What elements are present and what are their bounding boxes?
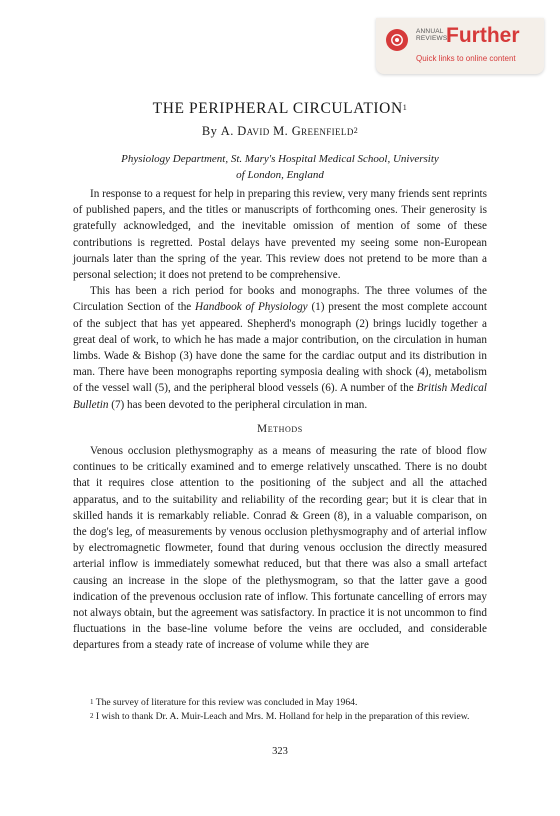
article-author (0, 124, 560, 139)
intro-p2-text-a: This has been a rich period for books and monographs. The three volumes of the Circulation Section of the (73, 285, 487, 314)
intro-p2-text-c: (7) has been devoted to the peripheral circulation in man. (108, 398, 368, 411)
bulletin-title: British Medical Bulletin (73, 382, 487, 411)
footnote-2-mark: 2 (90, 712, 94, 720)
methods-paragraph-1: Venous occlusion plethysmography as a means of measuring the rate of blood flow continues to be critically examined and to emerge relatively unscathed. There is no doubt that it requires close attention to the positioning of the subject and all the attached apparatus, and to the suitability and reliability of the recording gear; but it is clear that in skilled hands it is remarkably reliable. Conrad & Green (8), in a valuable comparison, on the dog's leg, of measurements by venous occlusion plethysmography and of arterial inflow by electromagnetic flowmeter, found that during venous occlusion the directly measured arterial inflow is immediately somewhat reduced, but that there was also a small artefact causing an increase in the slope of the plethysmogram, so that the latter gave a good indication of the prevenous occlusion rate of inflow. This fortunate cancelling of errors may not always obtain, but the agreement was satisfactory. In practice it is not uncommon to find fluctuations in the base-line volume before the veins are occluded, and considerable departures from a steady rate of increase of volume while they are (73, 445, 487, 652)
footnote-1 (73, 696, 487, 710)
affiliation-line-2: of London, England (236, 169, 324, 181)
author-affiliation (0, 151, 560, 183)
badge-further-label[interactable]: Further (446, 24, 520, 47)
footnote-1-mark: 1 (90, 698, 94, 706)
annual-reviews-logo-icon (386, 29, 408, 51)
article-title-text: THE PERIPHERAL CIRCULATION (152, 100, 403, 117)
title-footnote-mark: 1 (402, 103, 408, 112)
footnote-1-text: The survey of literature for this review was concluded in May 1964. (95, 697, 358, 708)
article-body (73, 186, 487, 654)
page-number: 323 (272, 746, 288, 757)
badge-subtitle[interactable]: Quick links to online content (416, 54, 516, 63)
footnote-2 (73, 710, 487, 724)
intro-paragraph-1: In response to a request for help in preparing this review, very many friends sent reprints of published papers, and the titles or manuscripts of forthcoming ones. Their generosity is gratefully acknowledged, and the inevitable omission of mention of some of these contributions is regretted. Postal delays have prevented my seeing some non-European journals later than the spring of the year. This review does not pretend to be more than a personal selection; it does not pretend to be comprehensive. (73, 188, 487, 282)
author-footnote-mark: 2 (353, 126, 359, 135)
article-title (0, 100, 560, 118)
affiliation-line-1: Physiology Department, St. Mary's Hospital Medical School, University (121, 153, 439, 165)
handbook-title: Handbook of Physiology (195, 301, 308, 314)
footnotes (73, 696, 487, 724)
author-name: A. David M. Greenfield (220, 124, 354, 138)
badge-publisher-name: ANNUAL REVIEWS (416, 28, 448, 42)
intro-paragraph-2 (73, 283, 487, 413)
further-links-badge[interactable] (376, 18, 544, 74)
footnote-2-text: I wish to thank Dr. A. Muir-Leach and Mrs. M. Holland for help in the preparation of this review. (95, 711, 470, 722)
intro-p2-text-b: (1) present the most complete account of the subject that has yet appeared. Shepherd's monograph (2) brings lucidly together a great deal of work, to which he has made a major contribution, on the circulation in human limbs. Wade & Bishop (3) have done the same for the cardiac output and its distribution in man. There have been monographs reporting symposia dealing with shock (4), metabolism of the vessel wall (5), and the peripheral blood vessels (6). A number of the (73, 301, 487, 395)
methods-heading: Methods (257, 422, 303, 435)
author-prefix: By (201, 124, 218, 138)
